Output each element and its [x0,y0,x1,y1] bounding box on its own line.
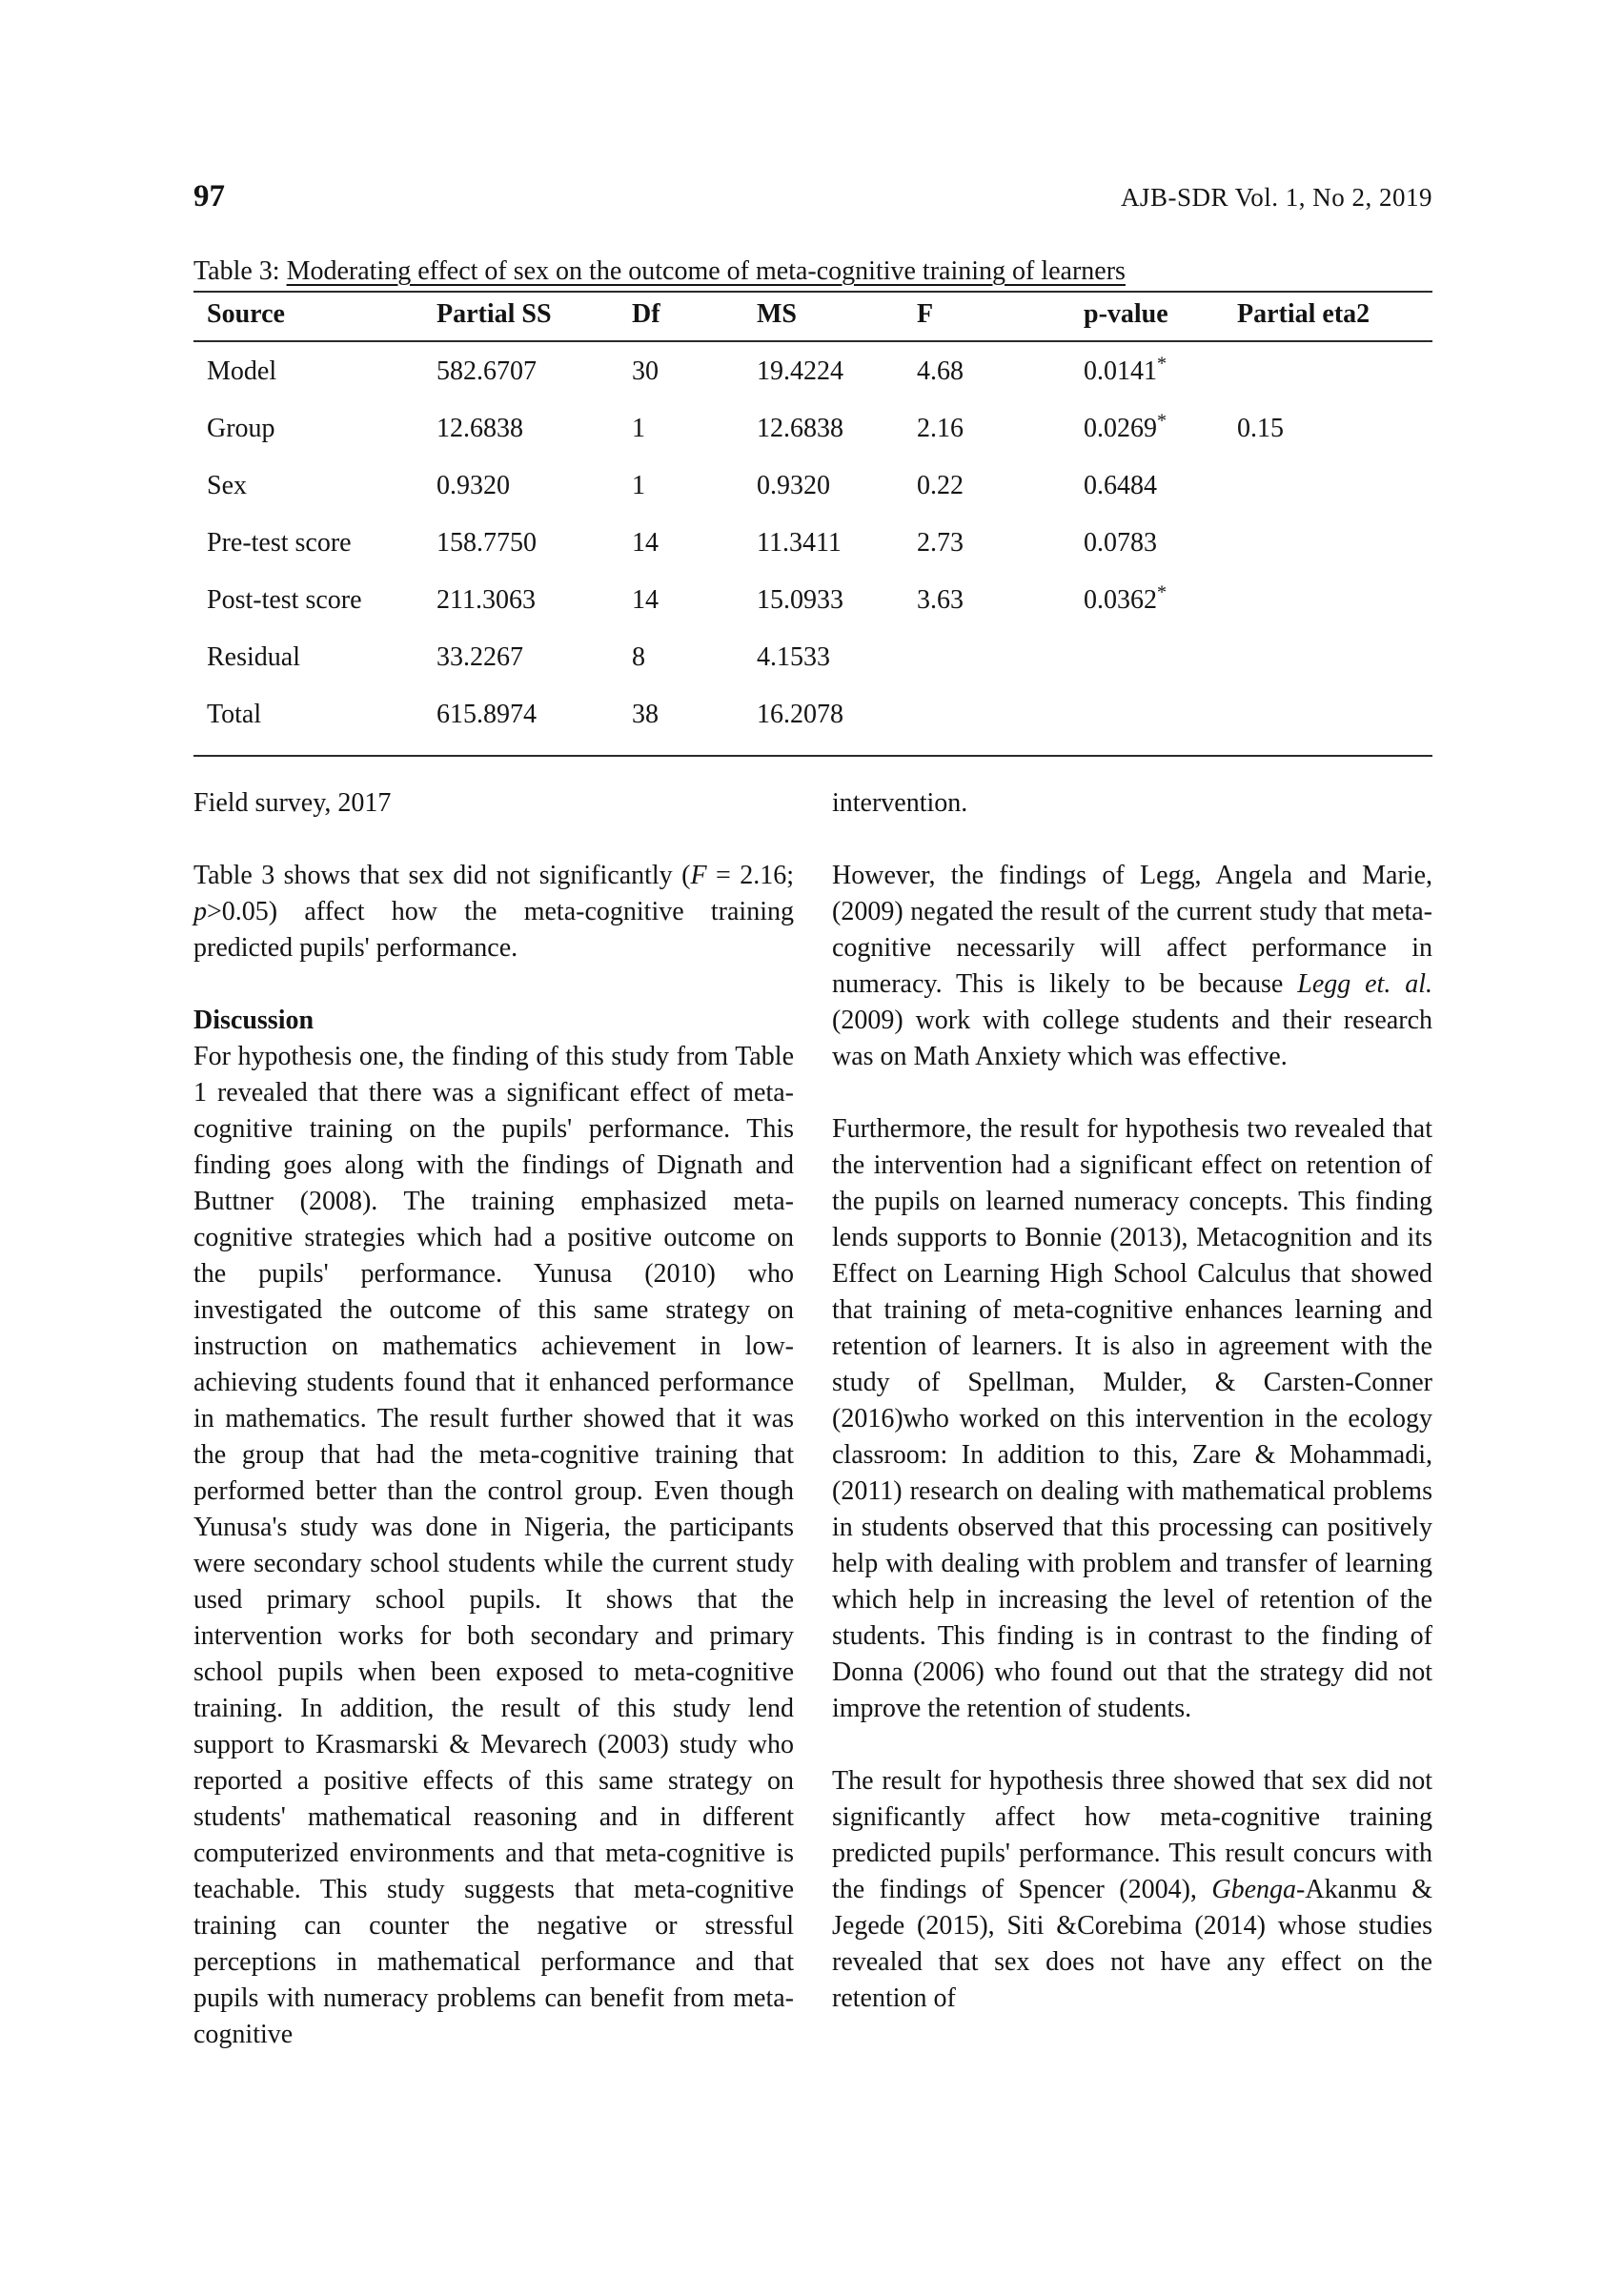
cell-p-value [1084,685,1237,756]
cell-df: 14 [632,528,659,558]
cell-df: 8 [632,642,645,672]
cell-partial-ss: 615.8974 [436,700,537,729]
p-value-number: 0.0141 [1084,356,1157,386]
anova-table-header [193,292,1432,341]
table-caption [193,256,1432,287]
cell-source: Residual [207,642,300,672]
col-header-df: Df [632,299,660,329]
table-row [193,571,1432,628]
cell-ms: 12.6838 [757,414,843,443]
table-caption-title: Moderating effect of sex on the outcome of meta-cognitive training of learners [286,256,1126,286]
cell-p-value [1084,628,1237,685]
para-hypothesis-three [832,1763,1432,2017]
table-row [193,341,1432,399]
cell-source: Post-test score [207,585,362,615]
cell-partial-ss: 0.9320 [436,471,510,500]
text-segment: However, the findings of Legg, Angela and Marie, (2009) negated the result of the current study that meta-cognitive necessarily will affect performance in numeracy. This is likely to be because [832,861,1432,999]
col-header-partial-eta2: Partial eta2 [1237,299,1370,329]
cell-p-value [1084,514,1237,571]
cell-source: Group [207,414,275,443]
cell-source: Total [207,700,262,729]
cell-df: 1 [632,471,645,500]
text-segment: = 2.16; [706,861,795,890]
cell-df: 14 [632,585,659,615]
col-header-p-value: p-value [1084,299,1168,329]
p-value-number: 0.0362 [1084,585,1157,615]
body-columns [193,785,1432,2053]
cell-partial-eta2 [1237,571,1432,628]
para-however [832,858,1432,1075]
text-segment: >0.05) affect how the meta-cognitive training predicted pupils' performance. [193,897,794,963]
left-column [193,785,794,2053]
text-segment: The result for hypothesis three showed that sex did not significantly affect how meta-cognitive training predicted pupils' performance. This result concurs with the findings of Spencer (2004), [832,1766,1432,1904]
discussion-heading: Discussion [193,1006,315,1035]
right-column [832,785,1432,2053]
col-header-partial-ss: Partial SS [436,299,552,329]
cell-ms: 15.0933 [757,585,843,615]
cell-f: 2.16 [917,414,964,443]
para-discussion: For hypothesis one, the finding of this study from Table 1 revealed that there was a significant effect of meta-cognitive training on the pupils' performance. This finding goes along with the findings of Dignath and Buttner (2008). The training emphasized meta-cognitive strategies which had a positive outcome on the pupils' performance. Yunusa (2010) who investigated the outcome of this same strategy on instruction on mathematics achievement in low-achieving students found that it enhanced performance in mathematics. The result further showed that it was the group that had the meta-cognitive training that performed better than the control group. Even though Yunusa's study was done in Nigeria, the participants were secondary school students while the current study used primary school pupils. It shows that the intervention works for both secondary and primary school pupils when been exposed to meta-cognitive training. In addition, the result of this study lend support to Krasmarski & Mevarech (2003) study who reported a positive effects of this same strategy on students' mathematical reasoning and in different computerized environments and that meta-cognitive is teachable. This study suggests that meta-cognitive training can counter the negative or stressful perceptions in mathematical performance and that pupils with numeracy problems can benefit from meta-cognitive [193,1042,794,2049]
table-source-note: Field survey, 2017 [193,788,392,818]
cell-p-value [1084,571,1237,628]
text-segment: (2009) work with college students and their research was on Math Anxiety which was effective. [832,1006,1432,1071]
cell-partial-eta2 [1237,457,1432,514]
italic-citation: Legg et. al. [1297,969,1432,999]
table-row [193,628,1432,685]
cell-partial-ss: 582.6707 [436,356,537,386]
cell-f: 4.68 [917,356,964,386]
cell-partial-ss: 158.7750 [436,528,537,558]
cell-f [917,628,1084,685]
table-caption-prefix: Table 3: [193,256,287,286]
cell-ms: 4.1533 [757,642,830,672]
cell-df: 1 [632,414,645,443]
cell-partial-ss: 33.2267 [436,642,523,672]
col-header-f: F [917,299,934,329]
cell-f: 0.22 [917,471,964,500]
anova-table-body [193,341,1432,756]
p-value-number: 0.6484 [1084,471,1157,500]
para-table3-summary [193,858,794,966]
cell-ms: 0.9320 [757,471,830,500]
cell-partial-eta2: 0.15 [1237,414,1284,443]
significance-asterisk: * [1157,581,1167,603]
col-header-source: Source [207,299,285,329]
cell-partial-ss: 12.6838 [436,414,523,443]
cell-source: Sex [207,471,247,500]
anova-table [193,291,1432,757]
cell-source: Model [207,356,277,386]
italic-f-symbol: F [690,861,707,890]
col-header-ms: MS [757,299,797,329]
p-value-number: 0.0269 [1084,414,1157,443]
cell-partial-eta2 [1237,628,1432,685]
cell-ms: 16.2078 [757,700,843,729]
cell-ms: 19.4224 [757,356,843,386]
cell-df: 38 [632,700,659,729]
significance-asterisk: * [1157,410,1167,432]
text-segment: -Akanmu & Jegede (2015), Siti &Corebima (2014) whose studies revealed that sex does not have any effect on the retention of [832,1875,1433,2013]
table-row [193,399,1432,457]
cell-p-value [1084,341,1237,399]
cell-partial-eta2 [1237,341,1432,399]
cell-f: 3.63 [917,585,964,615]
cell-p-value [1084,457,1237,514]
italic-citation: Gbenga [1211,1875,1297,1904]
carryover-word: intervention. [832,788,968,818]
cell-f [917,685,1084,756]
cell-source: Pre-test score [207,528,352,558]
table-row [193,457,1432,514]
text-segment: Table 3 shows that sex did not significantly ( [193,861,691,890]
italic-p-symbol: p [193,897,207,926]
table-row [193,514,1432,571]
journal-reference: AJB-SDR Vol. 1, No 2, 2019 [1120,183,1432,212]
significance-asterisk: * [1157,353,1167,375]
header-row [193,292,1432,341]
cell-ms: 11.3411 [757,528,842,558]
p-value-number: 0.0783 [1084,528,1157,558]
cell-p-value [1084,399,1237,457]
cell-f: 2.73 [917,528,964,558]
cell-partial-eta2 [1237,514,1432,571]
page-header [193,179,1432,214]
cell-partial-ss: 211.3063 [436,585,536,615]
cell-df: 30 [632,356,659,386]
para-furthermore: Furthermore, the result for hypothesis two revealed that the intervention had a significant effect on retention of the pupils on learned numeracy concepts. This finding lends supports to Bonnie (2013), Metacognition and its Effect on Learning High School Calculus that showed that training of meta-cognitive enhances learning and retention of learners. It is also in agreement with the study of Spellman, Mulder, & Carsten-Conner (2016)who worked on this intervention in the ecology classroom: In addition to this, Zare & Mohammadi, (2011) research on dealing with mathematical problems in students observed that this processing can positively help with dealing with problem and transfer of learning which help in increasing the level of retention of the students. This finding is in contrast to the finding of Donna (2006) who found out that the strategy did not improve the retention of students. [832,1114,1432,1723]
cell-partial-eta2 [1237,685,1432,756]
table-row [193,685,1432,756]
page-number: 97 [193,179,225,213]
